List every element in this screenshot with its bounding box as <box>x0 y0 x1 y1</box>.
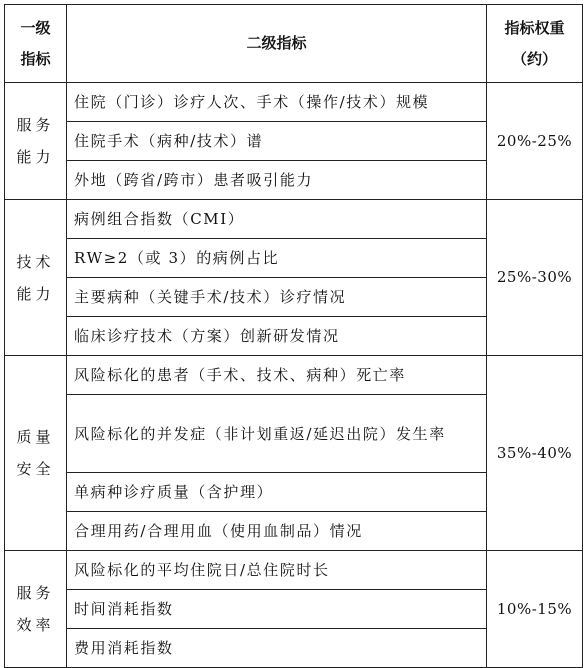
indicator-item: 费用消耗指数 <box>67 629 487 668</box>
indicator-item: RW≥2（或 3）的病例占比 <box>67 239 487 278</box>
header-weight-line1: 指标权重 <box>504 18 565 37</box>
header-level1-line2: 指标 <box>20 49 51 68</box>
category-cell <box>5 200 67 356</box>
weight-cell: 10%-15% <box>487 551 583 668</box>
header-level1 <box>5 5 67 83</box>
category-line2: 效率 <box>16 616 55 634</box>
indicator-item: 时间消耗指数 <box>67 590 487 629</box>
indicator-item: 外地（跨省/跨市）患者吸引能力 <box>67 161 487 200</box>
category-line1: 服务 <box>16 116 55 134</box>
header-row <box>5 5 583 83</box>
header-level1-line1: 一级 <box>20 18 51 37</box>
indicator-item: 主要病种（关键手术/技术）诊疗情况 <box>67 278 487 317</box>
weight-cell: 35%-40% <box>487 356 583 551</box>
category-cell <box>5 356 67 551</box>
indicator-item: 住院手术（病种/技术）谱 <box>67 122 487 161</box>
category-line2: 能力 <box>16 284 55 303</box>
indicator-table <box>4 4 583 668</box>
indicator-item: 病例组合指数（CMI） <box>67 200 487 239</box>
indicator-item: 风险标化的患者（手术、技术、病种）死亡率 <box>67 356 487 395</box>
indicator-item: 合理用药/合理用血（使用血制品）情况 <box>67 512 487 551</box>
table-row <box>5 200 583 239</box>
header-level2: 二级指标 <box>67 5 487 83</box>
category-line2: 安全 <box>16 460 55 478</box>
indicator-item: 风险标化的平均住院日/总住院时长 <box>67 551 487 590</box>
table-row <box>5 83 583 122</box>
category-cell <box>5 551 67 668</box>
weight-cell: 20%-25% <box>487 83 583 200</box>
category-line2: 能力 <box>16 148 55 166</box>
table-row <box>5 356 583 395</box>
weight-cell: 25%-30% <box>487 200 583 356</box>
indicator-item: 住院（门诊）诊疗人次、手术（操作/技术）规模 <box>67 83 487 122</box>
category-line1: 质量 <box>16 428 55 446</box>
table-row <box>5 551 583 590</box>
indicator-item: 临床诊疗技术（方案）创新研发情况 <box>67 317 487 356</box>
header-weight <box>487 5 583 83</box>
category-line1: 服务 <box>16 584 55 602</box>
indicator-item: 风险标化的并发症（非计划重返/延迟出院）发生率 <box>67 395 487 473</box>
indicator-item: 单病种诊疗质量（含护理） <box>67 473 487 512</box>
category-cell <box>5 83 67 200</box>
header-weight-line2: （约） <box>511 49 557 68</box>
category-line1: 技术 <box>16 252 55 271</box>
